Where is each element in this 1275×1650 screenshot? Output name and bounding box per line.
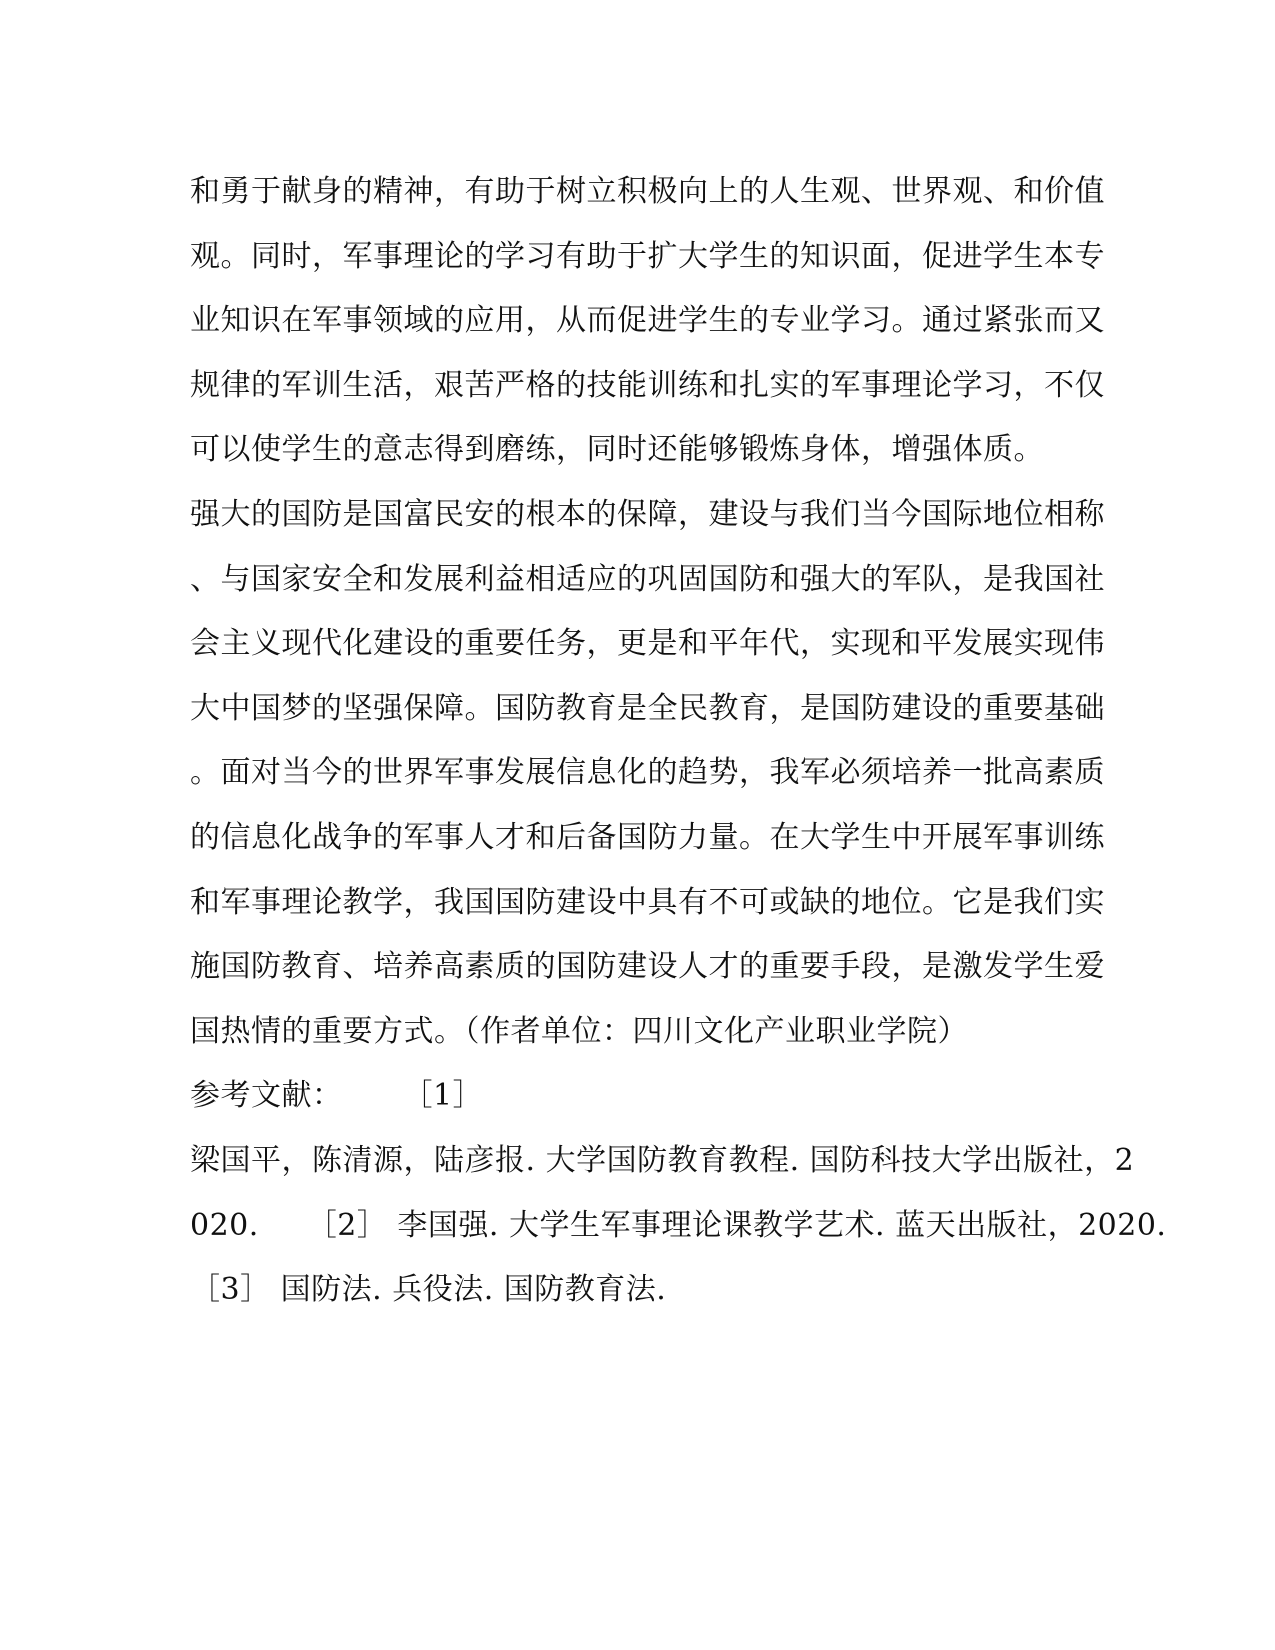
- references-heading: 参考文献：: [190, 1078, 343, 1114]
- reference-3: ［3］ 国防法. 兵役法. 国防教育法.: [190, 1272, 667, 1308]
- paragraph-line: 施国防教育、培养高素质的国防建设人才的重要手段，是激发学生爱: [190, 949, 1105, 985]
- paragraph-line: 规律的军训生活，艰苦严格的技能训练和扎实的军事理论学习，不仅: [190, 367, 1105, 403]
- paragraph-line: 会主义现代化建设的重要任务，更是和平年代，实现和平发展实现伟: [190, 626, 1105, 662]
- paragraph-line: 业知识在军事领域的应用，从而促进学生的专业学习。通过紧张而又: [190, 303, 1105, 339]
- paragraph-line: 大中国梦的坚强保障。国防教育是全民教育，是国防建设的重要基础: [190, 690, 1105, 726]
- paragraph-line: 。面对当今的世界军事发展信息化的趋势，我军必须培养一批高素质: [190, 755, 1105, 791]
- paragraph-line: 观。同时，军事理论的学习有助于扩大学生的知识面，促进学生本专: [190, 238, 1105, 274]
- paragraph-line: 和勇于献身的精神，有助于树立积极向上的人生观、世界观、和价值: [190, 174, 1105, 209]
- reference-1-line: 梁国平，陈清源，陆彦报. 大学国防教育教程. 国防科技大学出版社，2: [190, 1142, 1135, 1178]
- paragraph-line: 和军事理论教学，我国国防建设中具有不可或缺的地位。它是我们实: [190, 884, 1105, 920]
- references-heading-line: [190, 1064, 1080, 1129]
- reference-1-continuation: 020.: [190, 1207, 259, 1243]
- paragraph-line: 、与国家安全和发展利益相适应的巩固国防和强大的军队，是我国社: [190, 561, 1105, 597]
- body-text: [190, 160, 1167, 1323]
- reference-2: ［2］ 李国强. 大学生军事理论课教学艺术. 蓝天出版社，2020.: [306, 1207, 1167, 1243]
- paragraph-line: 强大的国防是国富民安的根本的保障，建设与我们当今国际地位相称: [190, 496, 1105, 532]
- reference-1-marker: ［1］: [402, 1078, 484, 1114]
- paragraph-line: 国热情的重要方式。（作者单位：四川文化产业职业学院）: [190, 1013, 968, 1049]
- reference-1-2-line: [190, 1194, 1167, 1259]
- paragraph-line: 的信息化战争的军事人才和后备国防力量。在大学生中开展军事训练: [190, 819, 1105, 855]
- paragraph-line: 可以使学生的意志得到磨练，同时还能够锻炼身体，增强体质。: [190, 432, 1044, 468]
